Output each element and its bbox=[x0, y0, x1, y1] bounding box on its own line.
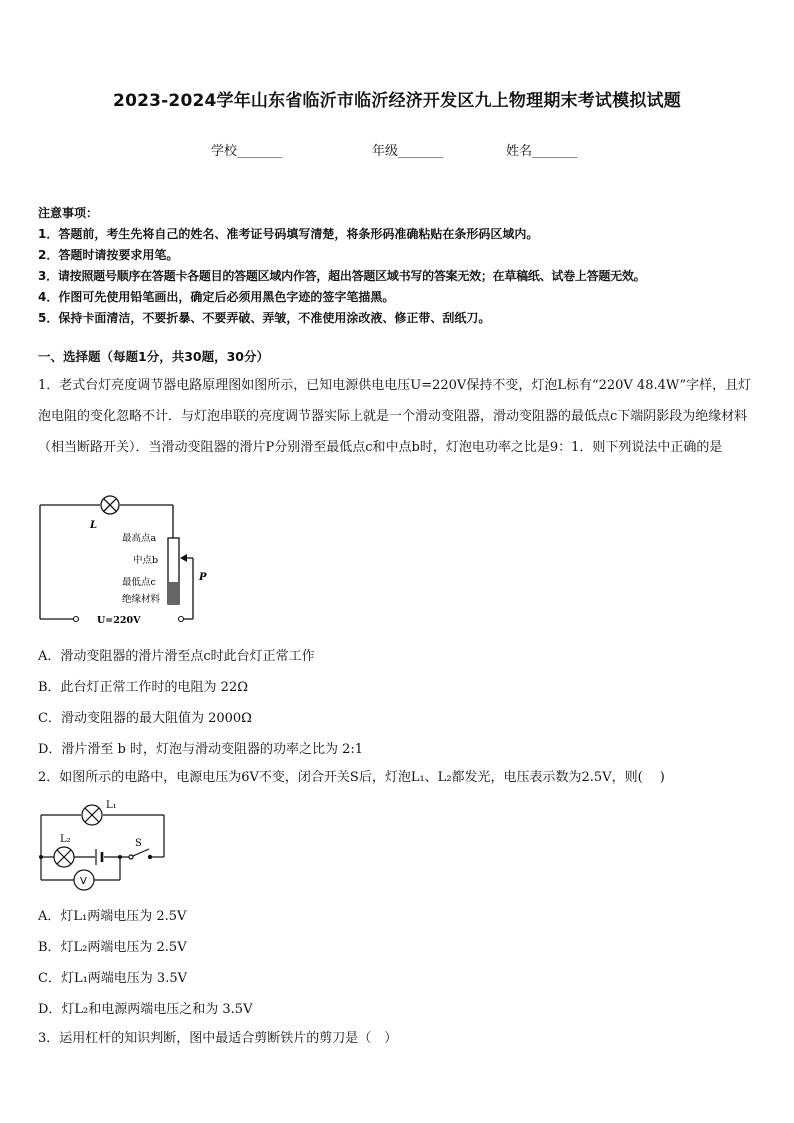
terminal-left bbox=[74, 617, 79, 622]
q1-option-a: A．滑动变阻器的滑片滑至点c时此台灯正常工作 bbox=[38, 649, 315, 664]
mid-point-label: 中点b bbox=[133, 555, 159, 566]
l1-label: L₁ bbox=[106, 800, 117, 811]
switch-icon bbox=[129, 849, 152, 859]
section-title: 一、选择题（每题1分，共30题，30分） bbox=[38, 349, 269, 364]
voltage-label: U=220V bbox=[97, 615, 141, 626]
notice-heading: 注意事项： bbox=[38, 206, 99, 220]
terminal-right bbox=[179, 617, 184, 622]
grade-field: 年级_______ bbox=[372, 144, 444, 159]
school-field: 学校_______ bbox=[211, 144, 283, 159]
notice-item: 4．作图可先使用铅笔画出，确定后必须用黑色字迹的签字笔描黑。 bbox=[38, 290, 395, 304]
q2-option-c: C．灯L₁两端电压为 3.5V bbox=[38, 971, 187, 986]
question-2-text: 2．如图所示的电路中，电源电压为6V不变，闭合开关S后，灯泡L₁、L₂都发光，电压表示数为2.5V，则( ) bbox=[38, 770, 665, 785]
notice-block bbox=[38, 203, 768, 329]
l2-label: L₂ bbox=[60, 834, 71, 845]
switch-label: S bbox=[135, 838, 142, 849]
notice-item: 5．保持卡面清洁，不要折暴、不要弄破、弄皱，不准使用涂改液、修正带、刮纸刀。 bbox=[38, 311, 491, 325]
notice-item: 1．答题前，考生先将自己的姓名、准考证号码填写清楚，将条形码准确粘贴在条形码区域内。 bbox=[38, 227, 539, 241]
exam-title: 2023-2024学年山东省临沂市临沂经济开发区九上物理期末考试模拟试题 bbox=[113, 91, 681, 111]
q1-option-c: C．滑动变阻器的最大阻值为 2000Ω bbox=[38, 711, 252, 726]
voltmeter-label: V bbox=[80, 876, 87, 887]
question-1-circuit-figure bbox=[30, 488, 230, 633]
low-point-label: 最低点c bbox=[122, 577, 156, 588]
insulator-shading bbox=[168, 582, 179, 604]
slider-arrow-icon bbox=[180, 554, 187, 562]
question-2-circuit-figure bbox=[32, 795, 177, 895]
q2-option-a: A．灯L₁两端电压为 2.5V bbox=[38, 909, 187, 924]
notice-item: 3．请按照题号顺序在答题卡各题目的答题区域内作答，超出答题区域书写的答案无效；在草稿纸、试卷上答题无效。 bbox=[38, 269, 646, 283]
battery-icon bbox=[96, 849, 102, 865]
lamp-l2-icon bbox=[54, 847, 74, 867]
lamp-l1-icon bbox=[82, 805, 102, 825]
junction-dot bbox=[118, 855, 122, 859]
lamp-icon bbox=[101, 496, 119, 514]
lamp-label: L bbox=[90, 520, 98, 531]
junction-dot bbox=[39, 855, 43, 859]
notice-item: 2．答题时请按要求用笔。 bbox=[38, 248, 179, 262]
top-point-label: 最高点a bbox=[122, 533, 157, 544]
q1-option-b: B．此台灯正常工作时的电阻为 22Ω bbox=[38, 680, 249, 695]
slider-label: P bbox=[199, 572, 207, 583]
q2-option-b: B．灯L₂两端电压为 2.5V bbox=[38, 940, 187, 955]
insulator-label: 绝缘材料 bbox=[122, 594, 161, 605]
q1-option-d: D．滑片滑至 b 时，灯泡与滑动变阻器的功率之比为 2:1 bbox=[38, 742, 364, 757]
question-1-text: 1．老式台灯亮度调节器电路原理图如图所示，已知电源供电电压U=220V保持不变，灯泡L标有“220V 48.4W”字样，且灯泡电阻的变化忽略不计．与灯泡串联的亮度调节器实际上就是一个滑动变阻器，滑动变阻器的最低点c下端阴影段为绝缘材料（相当断路开关）．当滑动变阻器的滑片P分别滑至最低点c和中点b时，灯泡电功率之比是9：1．则下列说法中正确的是 bbox=[38, 378, 752, 455]
name-field: 姓名_______ bbox=[506, 144, 578, 159]
question-3-text: 3．运用杠杆的知识判断，图中最适合剪断铁片的剪刀是（ ） bbox=[38, 1031, 398, 1046]
q2-option-d: D．灯L₂和电源两端电压之和为 3.5V bbox=[38, 1002, 253, 1017]
